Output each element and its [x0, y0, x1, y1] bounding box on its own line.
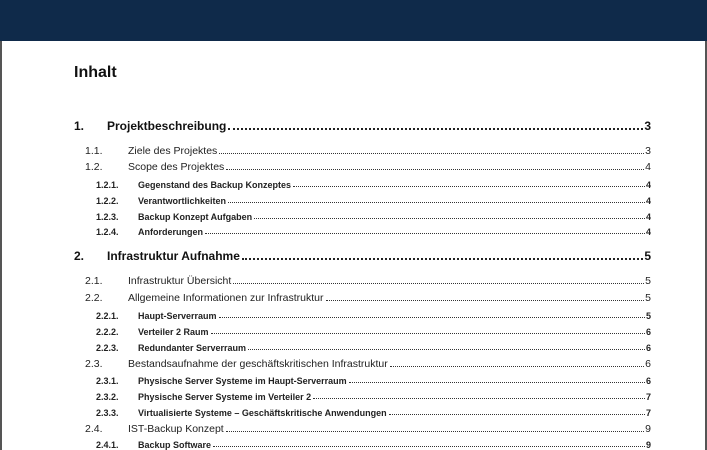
toc-entry-label: IST-Backup Konzept: [128, 423, 224, 435]
toc-leader: [293, 186, 645, 187]
toc-entry-page: 6: [645, 358, 651, 370]
toc-entry-label: Infrastruktur Aufnahme: [107, 249, 240, 263]
toc-leader: [390, 366, 644, 367]
toc-entry-number: 2.2.2.: [96, 327, 119, 337]
toc-entry-page: 9: [645, 440, 651, 450]
toc-entry-number: 2.2.3.: [96, 343, 119, 353]
toc-entry-number: 1.: [74, 119, 85, 133]
toc-entry-label: Backup Software: [138, 440, 212, 450]
toc-leader: [219, 153, 644, 154]
toc-entry-page: 9: [645, 423, 651, 435]
toc-entry[interactable]: [85, 421, 651, 435]
toc-entry-label: Gegenstand des Backup Konzeptes: [138, 180, 292, 190]
toc-leader: [254, 218, 645, 219]
toc-entry-page: 5: [644, 249, 651, 263]
toc-entry-label: Backup Konzept Aufgaben: [138, 212, 253, 222]
toc-leader: [226, 169, 644, 170]
toc-entry-page: 7: [645, 392, 651, 402]
toc-entry-label: Verantwortlichkeiten: [138, 196, 227, 206]
toc-leader: [226, 431, 644, 432]
toc-entry-page: 6: [645, 327, 651, 337]
toc-entry-number: 2.2.: [85, 292, 103, 304]
toc-entry-page: 4: [645, 212, 651, 222]
toc-leader: [213, 446, 645, 447]
toc-entry-label: Haupt-Serverraum: [138, 311, 217, 321]
toc-entry-label: Infrastruktur Übersicht: [128, 275, 232, 287]
toc-entry-label: Physische Server Systeme im Verteiler 2: [138, 392, 312, 402]
toc-entry[interactable]: [96, 193, 651, 206]
toc-leader: [242, 258, 643, 260]
toc-entry[interactable]: [96, 308, 651, 321]
toc-entry-label: Allgemeine Informationen zur Infrastruktur: [128, 292, 324, 304]
toc-leader: [228, 128, 643, 130]
toc-entry-page: 5: [645, 275, 651, 287]
toc-entry-label: Physische Server Systeme im Haupt-Serverraum: [138, 376, 347, 386]
toc-leader: [233, 283, 644, 284]
toc-entry-number: 2.1.: [85, 275, 103, 287]
toc-entry-page: 6: [645, 343, 651, 353]
toc-entry[interactable]: [85, 290, 651, 304]
toc-leader: [313, 398, 645, 399]
toc-leader: [205, 233, 645, 234]
toc-entry[interactable]: [96, 177, 651, 190]
toc-entry[interactable]: [96, 437, 651, 450]
toc-entry-number: 1.2.1.: [96, 180, 119, 190]
toc-entry-label: Ziele des Projektes: [128, 145, 218, 157]
toc-entry[interactable]: [85, 159, 651, 173]
toc-entry-number: 2.3.3.: [96, 408, 119, 418]
toc-entry[interactable]: [96, 389, 651, 402]
toc-leader: [389, 414, 645, 415]
toc-entry[interactable]: [96, 340, 651, 353]
toc-entry-number: 2.3.: [85, 358, 103, 370]
toc-entry[interactable]: [96, 405, 651, 418]
toc-entry-page: 4: [645, 227, 651, 237]
toc-entry-number: 2.3.2.: [96, 392, 119, 402]
toc-entry-label: Virtualisierte Systeme – Geschäftskritische Anwendungen: [138, 408, 387, 418]
toc-entry-number: 1.2.4.: [96, 227, 119, 237]
toc-leader: [326, 300, 645, 301]
toc-entry-number: 2.3.1.: [96, 376, 119, 386]
toc-entry[interactable]: [85, 356, 651, 370]
toc-entry-number: 1.1.: [85, 145, 103, 157]
toc-entry-page: 5: [645, 292, 651, 304]
toc-leader: [228, 202, 645, 203]
toc-entry-label: Scope des Projektes: [128, 161, 225, 173]
toc-entry-label: Anforderungen: [138, 227, 203, 237]
toc-entry-page: 4: [645, 180, 651, 190]
toc-entry-number: 2.4.: [85, 423, 103, 435]
toc-entry-label: Redundanter Serverraum: [138, 343, 247, 353]
toc-entry-page: 6: [645, 376, 651, 386]
toc-entry-page: 5: [645, 311, 651, 321]
toc-leader: [211, 333, 645, 334]
toc-entry-number: 1.2.: [85, 161, 103, 173]
toc-entry[interactable]: [74, 246, 651, 263]
toc-entry[interactable]: [74, 116, 651, 133]
toc-entry[interactable]: [85, 143, 651, 157]
toc-entry-number: 1.2.3.: [96, 212, 119, 222]
toc-entry-number: 1.2.2.: [96, 196, 119, 206]
toc-entry[interactable]: [96, 209, 651, 222]
toc-entry-page: 7: [645, 408, 651, 418]
toc-leader: [248, 349, 645, 350]
toc-entry-label: Bestandsaufnahme der geschäftskritischen Infrastruktur: [128, 358, 388, 370]
toc-entry-page: 3: [644, 119, 651, 133]
toc-leader: [219, 317, 645, 318]
toc-entry[interactable]: [85, 273, 651, 287]
toc-entry-page: 4: [645, 196, 651, 206]
toc-leader: [349, 382, 645, 383]
toc-entry[interactable]: [96, 324, 651, 337]
toc-title: Inhalt: [74, 64, 117, 81]
toc-entry-number: 2.: [74, 249, 85, 263]
toc-entry-label: Verteiler 2 Raum: [138, 327, 209, 337]
toc-entry-page: 4: [645, 161, 651, 173]
toc-entry[interactable]: [96, 373, 651, 386]
toc-entry-number: 2.4.1.: [96, 440, 119, 450]
toc-entry-label: Projektbeschreibung: [107, 119, 227, 133]
toc-entry[interactable]: [96, 224, 651, 237]
toc-entry-number: 2.2.1.: [96, 311, 119, 321]
toc-entry-page: 3: [645, 145, 651, 157]
